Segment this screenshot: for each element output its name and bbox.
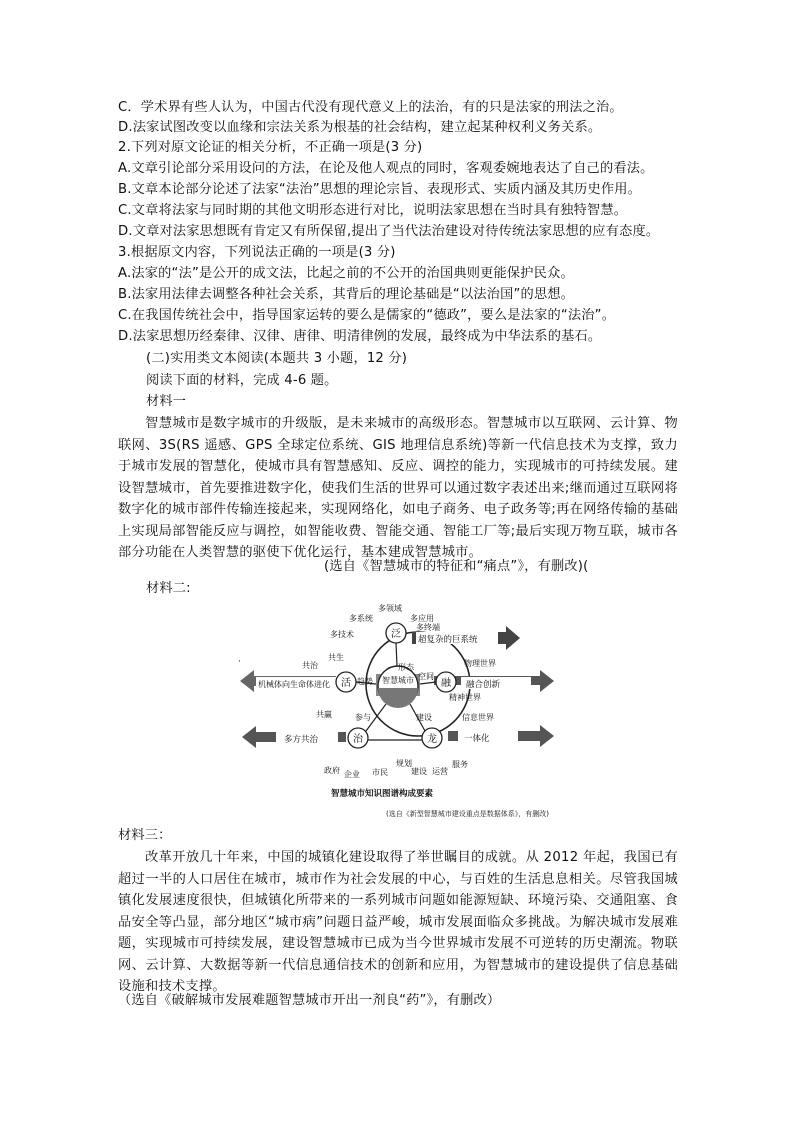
instruction: 阅读下面的材料，完成 4-6 题。 bbox=[146, 373, 338, 388]
arrow-label-left: 机械体向生命体进化 bbox=[258, 680, 330, 689]
q1-option-c: C．学术界有些人认为，中国古代没有现代意义上的法治，有的只是法家的刑法之治。 bbox=[118, 100, 623, 115]
bottom-left-label-2: 企业 bbox=[344, 770, 360, 779]
smart-city-diagram bbox=[236, 600, 556, 822]
center-label: 智慧城市 bbox=[382, 676, 414, 685]
diagram-caption: 智慧城市知识图谱构成要素 bbox=[331, 789, 434, 799]
arrow-label-bottom-left: 多方共治 bbox=[284, 735, 319, 745]
stray-dot: · bbox=[238, 657, 241, 667]
top-label-3: 多应用 bbox=[410, 614, 434, 623]
node-left: 活 bbox=[341, 678, 351, 689]
q2-option-d: D.文章对法家思想既有肯定又有所保留,提出了当代法治建设对待传统法家思想的应有态度。 bbox=[118, 224, 660, 239]
inner-label-1: 趋势 bbox=[357, 677, 373, 686]
top-label-1: 多领域 bbox=[378, 604, 402, 613]
top-label-4: 多技术 bbox=[330, 630, 354, 639]
q2-option-c: C.文章将法家与同时期的其他文明形态进行对比，说明法家思想在当时具有独特智慧。 bbox=[118, 203, 628, 218]
inner-label-4: 参与 bbox=[355, 713, 371, 722]
material1-source: (选自《智慧城市的特征和“痛点”》，有删改)( bbox=[324, 559, 589, 574]
inner-label-2: 形态 bbox=[398, 663, 414, 672]
material3-source: （选自《破解城市发展难题智慧城市开出一剂良“药”》，有删改） bbox=[118, 993, 501, 1008]
right-label-3: 信息世界 bbox=[462, 713, 494, 722]
right-label-1: 物理世界 bbox=[464, 659, 496, 668]
diagram-source: (选自《新型智慧城市建设重点是数据体系》，有删改) bbox=[386, 810, 549, 818]
bottom-right-label-4: 服务 bbox=[452, 760, 468, 769]
top-label-5: 多终端 bbox=[416, 623, 440, 632]
left-label-1: 共生 bbox=[328, 653, 344, 662]
left-label-2: 共治 bbox=[302, 661, 318, 670]
q2-option-a: A.文章引论部分采用设问的方法，在论及他人观点的同时，客观委婉地表达了自己的看法。 bbox=[118, 161, 654, 176]
material3-text bbox=[118, 847, 678, 998]
q2-stem: 2.下列对原文论证的相关分析，不正确一项是(3 分) bbox=[118, 140, 423, 155]
arrow-label-top: 超复杂的巨系统 bbox=[418, 635, 478, 645]
q3-option-b: B.法家用法律去调整各种社会关系，其背后的理论基础是“以法治国”的思想。 bbox=[118, 287, 575, 302]
q3-stem: 3.根据原文内容，下列说法正确的一项是(3 分) bbox=[118, 245, 396, 260]
q3-option-a: A.法家的“法”是公开的成文法，比起之前的不公开的治国典则更能保护民众。 bbox=[118, 266, 574, 281]
q3-option-d: D.法家思想历经秦律、汉律、唐律、明清律例的发展，最终成为中华法系的基石。 bbox=[118, 329, 602, 344]
top-label-2: 多系统 bbox=[349, 614, 373, 623]
material1-text bbox=[118, 413, 678, 564]
left-label-3: 共赢 bbox=[316, 710, 332, 719]
section-heading: (二)实用类文本阅读(本题共 3 小题，12 分) bbox=[146, 351, 408, 366]
node-right: 融 bbox=[441, 678, 451, 689]
bottom-right-label-2: 建设 bbox=[411, 767, 427, 776]
inner-label-3: 空间 bbox=[418, 672, 434, 681]
q3-option-c: C.在我国传统社会中，指导国家运转的要么是儒家的“德政”，要么是法家的“法治”。 bbox=[118, 308, 616, 323]
bottom-right-label-3: 运营 bbox=[432, 767, 448, 776]
material2-label: 材料二: bbox=[146, 581, 191, 596]
inner-label-5: 建设 bbox=[416, 713, 432, 722]
bottom-left-label-3: 市民 bbox=[372, 768, 388, 777]
node-top: 泛 bbox=[391, 629, 401, 640]
bottom-right-label-1: 规划 bbox=[396, 759, 412, 768]
right-label-2: 精神世界 bbox=[449, 693, 481, 702]
q2-option-b: B.文章本论部分论述了法家“法治”思想的理论宗旨、表现形式、实质内涵及其历史作用。 bbox=[118, 182, 642, 197]
material1-body: 智慧城市是数字城市的升级版，是未来城市的高级形态。智慧城市以互联网、云计算、物联网、3S(RS 遥感、GPS 全球定位系统、GIS 地理信息系统)等新一代信息技术为支撑，致力于城市发展的智慧化，使城市具有智慧感知、反应、调控的能力，实现城市的可持续发展。建设智慧城市，首先要推进数字化，使我们生活的世界可以通过数字表述出来;继而通过互联网将数字化的城市部件传输连接起来，实现网络化，如电子商务、电子政务等;再在网络传输的基础上实现局部智能反应与调控，如智能收费、智能交通、智能工厂等;最后实现万物互联，城市各部分功能在人类智慧的驱使下优化运行，基本建成智慧城市。 bbox=[118, 416, 678, 560]
bottom-left-label-1: 政府 bbox=[324, 766, 340, 775]
arrow-label-right: 融合创新 bbox=[466, 680, 501, 690]
q1-option-d: D.法家试图改变以血缘和宗法关系为根基的社会结构，建立起某种权利义务关系。 bbox=[118, 120, 602, 135]
material1-label: 材料一 bbox=[146, 394, 187, 409]
material3-label: 材料三： bbox=[118, 828, 172, 843]
node-bottom-right: 龙 bbox=[427, 734, 437, 745]
material3-body: 改革开放几十年来，中国的城镇化建设取得了举世瞩目的成就。从 2012 年起，我国已有超过一半的人口居住在城市，城市作为社会发展的中心，与百姓的生活息息相关。尽管我国城镇化发展速度很快，但城镇化所带来的一系列城市问题如能源短缺、环境污染、交通阻塞、食品安全等凸显，部分地区“城市病”问题日益严峻，城市发展面临众多挑战。为解决城市发展难题，实现城市可持续发展，建设智慧城市已成为当今世界城市发展不可逆转的历史潮流。物联网、云计算、大数据等新一代信息通信技术的创新和应用，为智慧城市的建设提供了信息基础设施和技术支撑。 bbox=[118, 850, 678, 994]
node-bottom-left: 治 bbox=[353, 734, 363, 745]
arrow-label-bottom-right: 一体化 bbox=[464, 734, 490, 744]
